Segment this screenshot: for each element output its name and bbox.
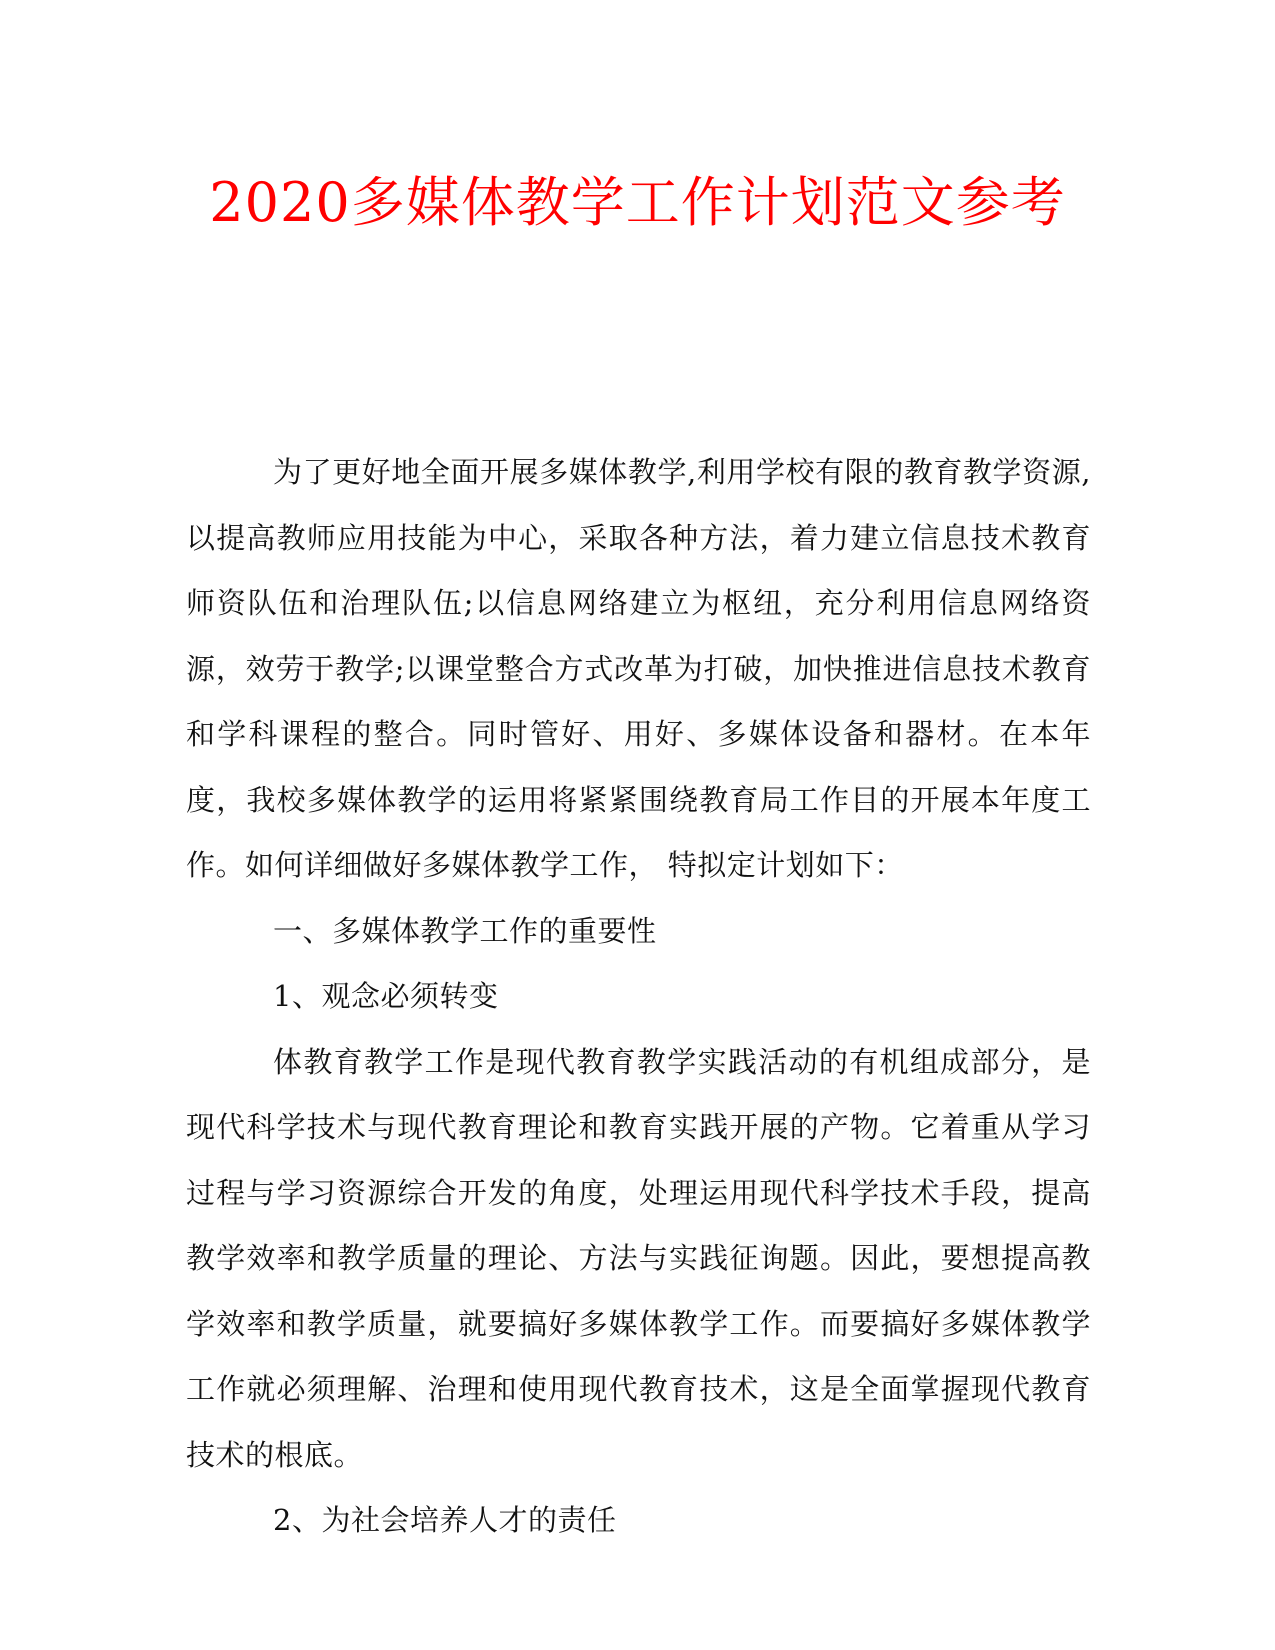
section-heading-importance: 一、多媒体教学工作的重要性 xyxy=(273,913,657,948)
subheading-1: 1、观念必须转变 xyxy=(273,979,499,1013)
document-title: 2020多媒体教学工作计划范文参考 xyxy=(209,171,1066,234)
paragraph-1: 体教育教学工作是现代教育教学实践活动的有机组成部分，是现代科学技术与现代教育理论和教育实践开展的产物。它着重从学习过程与学习资源综合开发的角度，处理运用现代科学技术手段，提高教学效率和教学质量的理论、方法与实践征询题。因此，要想提高教学效率和教学质量，就要搞好多媒体教学工作。而要搞好多媒体教学工作就必须理解、治理和使用现代教育技术，这是全面掌握现代教育技术的根底。 xyxy=(186,1044,1091,1472)
paragraph-intro: 为了更好地全面开展多媒体教学,利用学校有限的教育教学资源,以提高教师应用技能为中心，采取各种方法，着力建立信息技术教育师资队伍和治理队伍;以信息网络建立为枢纽，充分利用信息网络资源，效劳于教学;以课堂整合方式改革为打破，加快推进信息技术教育和学科课程的整合。同时管好、用好、多媒体设备和器材。在本年度，我校多媒体教学的运用将紧紧围绕教育局工作目的开展本年度工作。如何详细做好多媒体教学工作， 特拟定计划如下： xyxy=(186,455,1091,882)
document-body xyxy=(186,440,1091,1554)
subheading-2: 2、为社会培养人才的责任 xyxy=(273,1503,617,1537)
